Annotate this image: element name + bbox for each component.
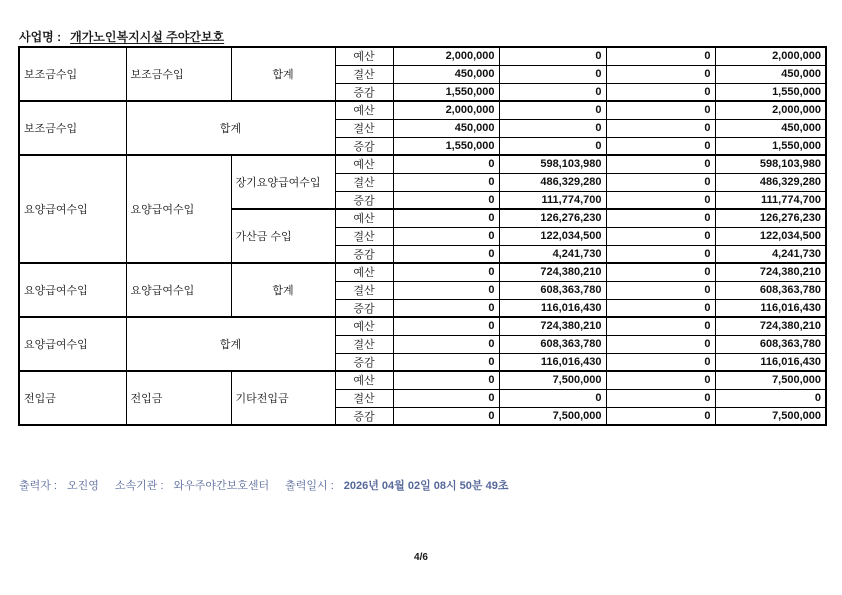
amount-cell: 0 — [606, 335, 715, 353]
amount-cell: 0 — [715, 389, 826, 407]
category1-cell: 전입금 — [19, 371, 126, 425]
category2-cell: 보조금수입 — [126, 47, 231, 101]
amount-cell: 0 — [499, 101, 606, 119]
amount-cell: 0 — [606, 245, 715, 263]
category2-cell: 전입금 — [126, 371, 231, 425]
amount-cell: 2,000,000 — [715, 47, 826, 65]
amount-cell: 598,103,980 — [715, 155, 826, 173]
category1-cell: 요양급여수입 — [19, 317, 126, 371]
amount-cell: 0 — [393, 227, 499, 245]
amount-cell: 598,103,980 — [499, 155, 606, 173]
amount-cell: 7,500,000 — [715, 407, 826, 425]
amount-cell: 0 — [499, 65, 606, 83]
amount-cell: 111,774,700 — [499, 191, 606, 209]
amount-cell: 0 — [606, 47, 715, 65]
amount-cell: 111,774,700 — [715, 191, 826, 209]
amount-cell: 0 — [606, 209, 715, 227]
amount-cell: 0 — [393, 209, 499, 227]
category-total-merged-cell: 합계 — [126, 317, 335, 371]
table-row — [19, 47, 826, 65]
row-type-cell: 예산 — [335, 101, 393, 119]
amount-cell: 608,363,780 — [715, 335, 826, 353]
page-number: 4/6 — [414, 552, 428, 563]
amount-cell: 0 — [606, 155, 715, 173]
amount-cell: 1,550,000 — [393, 83, 499, 101]
amount-cell: 4,241,730 — [499, 245, 606, 263]
amount-cell: 724,380,210 — [499, 263, 606, 281]
business-name: 개가노인복지시설 주야간보호 — [70, 30, 225, 44]
row-type-cell: 예산 — [335, 317, 393, 335]
amount-cell: 0 — [606, 389, 715, 407]
amount-cell: 450,000 — [393, 119, 499, 137]
category3-cell: 가산금 수입 — [231, 209, 335, 263]
category1-cell: 보조금수입 — [19, 101, 126, 155]
row-type-cell: 결산 — [335, 389, 393, 407]
amount-cell: 0 — [393, 335, 499, 353]
print-info-footer — [19, 477, 508, 493]
amount-cell: 0 — [499, 137, 606, 155]
amount-cell: 0 — [393, 353, 499, 371]
amount-cell: 116,016,430 — [499, 299, 606, 317]
amount-cell: 116,016,430 — [499, 353, 606, 371]
amount-cell: 0 — [393, 155, 499, 173]
amount-cell: 122,034,500 — [499, 227, 606, 245]
category2-cell: 요양급여수입 — [126, 263, 231, 317]
table-row — [19, 263, 826, 281]
row-type-cell: 증감 — [335, 299, 393, 317]
amount-cell: 4,241,730 — [715, 245, 826, 263]
amount-cell: 724,380,210 — [715, 317, 826, 335]
amount-cell: 0 — [606, 317, 715, 335]
category1-cell: 요양급여수입 — [19, 155, 126, 263]
amount-cell: 450,000 — [715, 65, 826, 83]
amount-cell: 0 — [606, 407, 715, 425]
row-type-cell: 증감 — [335, 191, 393, 209]
amount-cell: 0 — [606, 299, 715, 317]
table-row — [19, 317, 826, 335]
amount-cell: 1,550,000 — [715, 83, 826, 101]
table-row — [19, 101, 826, 119]
amount-cell: 0 — [499, 47, 606, 65]
row-type-cell: 증감 — [335, 245, 393, 263]
amount-cell: 486,329,280 — [715, 173, 826, 191]
row-type-cell: 증감 — [335, 353, 393, 371]
amount-cell: 0 — [393, 299, 499, 317]
amount-cell: 7,500,000 — [715, 371, 826, 389]
category1-cell: 보조금수입 — [19, 47, 126, 101]
row-type-cell: 결산 — [335, 173, 393, 191]
amount-cell: 0 — [393, 281, 499, 299]
amount-cell: 126,276,230 — [715, 209, 826, 227]
amount-cell: 486,329,280 — [499, 173, 606, 191]
amount-cell: 0 — [606, 371, 715, 389]
row-type-cell: 결산 — [335, 65, 393, 83]
row-type-cell: 예산 — [335, 47, 393, 65]
amount-cell: 0 — [606, 83, 715, 101]
category3-cell: 합계 — [231, 263, 335, 317]
report-table-body — [19, 47, 826, 425]
printed-by-label: 출력자 : — [19, 480, 57, 492]
org-label: 소속기관 : — [114, 480, 164, 492]
amount-cell: 0 — [606, 137, 715, 155]
business-title — [19, 28, 224, 45]
row-type-cell: 예산 — [335, 371, 393, 389]
category3-cell: 기타전입금 — [231, 371, 335, 425]
table-row — [19, 371, 826, 389]
business-label: 사업명 : — [19, 30, 62, 44]
row-type-cell: 예산 — [335, 263, 393, 281]
amount-cell: 608,363,780 — [499, 281, 606, 299]
row-type-cell: 증감 — [335, 407, 393, 425]
amount-cell: 0 — [499, 119, 606, 137]
amount-cell: 0 — [393, 317, 499, 335]
printed-by-value: 오진영 — [67, 480, 99, 492]
amount-cell: 0 — [393, 173, 499, 191]
amount-cell: 724,380,210 — [499, 317, 606, 335]
category-total-merged-cell: 합계 — [126, 101, 335, 155]
amount-cell: 7,500,000 — [499, 371, 606, 389]
row-type-cell: 예산 — [335, 155, 393, 173]
amount-cell: 0 — [606, 65, 715, 83]
table-row — [19, 155, 826, 173]
amount-cell: 450,000 — [393, 65, 499, 83]
org-value: 와우주야간보호센터 — [173, 480, 270, 492]
printed-at-label: 출력일시 : — [285, 480, 334, 492]
amount-cell: 126,276,230 — [499, 209, 606, 227]
amount-cell: 0 — [393, 371, 499, 389]
row-type-cell: 증감 — [335, 137, 393, 155]
amount-cell: 608,363,780 — [715, 281, 826, 299]
printed-at-value: 2026년 04월 02일 08시 50분 49초 — [343, 480, 509, 492]
amount-cell: 2,000,000 — [715, 101, 826, 119]
amount-cell: 0 — [499, 389, 606, 407]
budget-settlement-table — [18, 46, 827, 426]
amount-cell: 724,380,210 — [715, 263, 826, 281]
row-type-cell: 결산 — [335, 119, 393, 137]
amount-cell: 1,550,000 — [715, 137, 826, 155]
row-type-cell: 증감 — [335, 83, 393, 101]
amount-cell: 7,500,000 — [499, 407, 606, 425]
row-type-cell: 결산 — [335, 335, 393, 353]
category2-cell: 요양급여수입 — [126, 155, 231, 263]
category1-cell: 요양급여수입 — [19, 263, 126, 317]
amount-cell: 0 — [606, 227, 715, 245]
amount-cell: 0 — [393, 389, 499, 407]
amount-cell: 2,000,000 — [393, 101, 499, 119]
category3-cell: 합계 — [231, 47, 335, 101]
amount-cell: 0 — [499, 83, 606, 101]
category3-cell: 장기요양급여수입 — [231, 155, 335, 209]
amount-cell: 0 — [393, 191, 499, 209]
amount-cell: 0 — [606, 281, 715, 299]
amount-cell: 116,016,430 — [715, 299, 826, 317]
amount-cell: 122,034,500 — [715, 227, 826, 245]
amount-cell: 0 — [606, 119, 715, 137]
amount-cell: 0 — [393, 245, 499, 263]
amount-cell: 0 — [393, 263, 499, 281]
row-type-cell: 결산 — [335, 281, 393, 299]
row-type-cell: 예산 — [335, 209, 393, 227]
amount-cell: 450,000 — [715, 119, 826, 137]
amount-cell: 608,363,780 — [499, 335, 606, 353]
amount-cell: 116,016,430 — [715, 353, 826, 371]
amount-cell: 2,000,000 — [393, 47, 499, 65]
amount-cell: 0 — [606, 101, 715, 119]
row-type-cell: 결산 — [335, 227, 393, 245]
amount-cell: 0 — [606, 353, 715, 371]
amount-cell: 0 — [393, 407, 499, 425]
amount-cell: 0 — [606, 173, 715, 191]
amount-cell: 0 — [606, 191, 715, 209]
amount-cell: 0 — [606, 263, 715, 281]
amount-cell: 1,550,000 — [393, 137, 499, 155]
